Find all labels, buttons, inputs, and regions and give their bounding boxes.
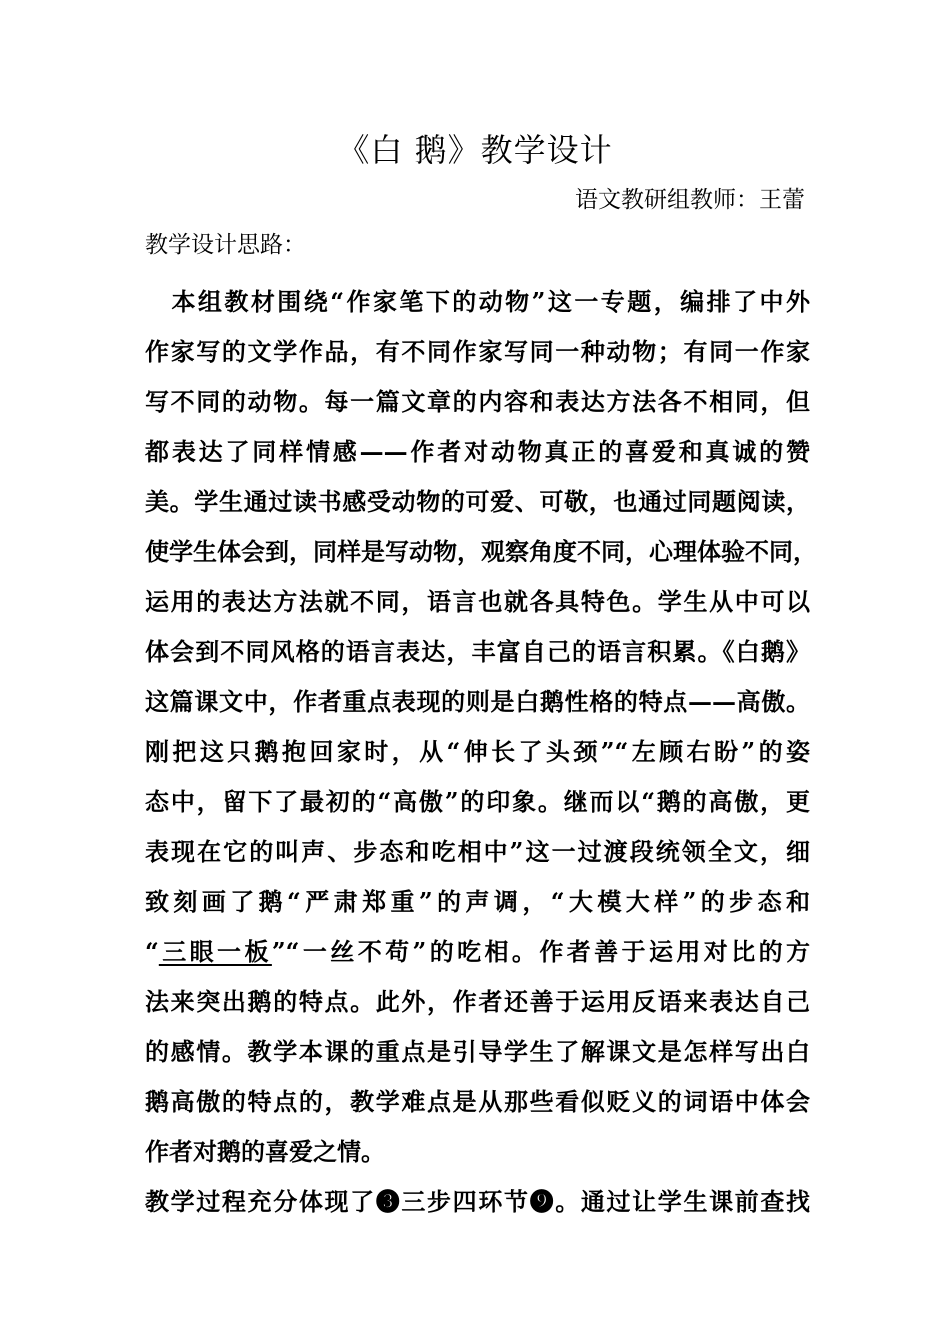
underlined-phrase: 三眼一板	[158, 937, 272, 966]
open-quote: “	[145, 937, 159, 966]
body-line: 法来突出鹅的特点。此外，作者还善于运用反语来表达自己	[145, 987, 810, 1016]
body-line: 都表达了同样情感——作者对动物真正的喜爱和真诚的赞	[145, 437, 810, 466]
body-line: 刚把这只鹅抱回家时，从“伸长了头颈”“左顾右盼”的姿	[145, 737, 810, 766]
body-line: 致刻画了鹅“严肃郑重”的声调，“大模大样”的步态和	[145, 887, 810, 916]
body-line: 态中，留下了最初的“高傲”的印象。继而以“鹅的高傲，更	[145, 787, 810, 816]
section-heading: 教学设计思路：	[145, 232, 306, 258]
line-rest: ”“一丝不苟”的吃相。作者善于运用对比的方	[271, 937, 811, 966]
body-line-underlined	[145, 936, 810, 968]
body-line: 本组教材围绕“作家笔下的动物”这一专题，编排了中外	[145, 287, 810, 316]
body-line: 体会到不同风格的语言表达，丰富自己的语言积累。《白鹅》	[145, 637, 810, 666]
body-line: 运用的表达方法就不同，语言也就各具特色。学生从中可以	[145, 587, 810, 616]
document-title: 《白 鹅》教学设计	[337, 131, 613, 169]
body-line: 这篇课文中，作者重点表现的则是白鹅性格的特点——高傲。	[145, 687, 810, 716]
body-line: 使学生体会到，同样是写动物，观察角度不同，心理体验不同，	[145, 537, 817, 566]
body-line: 写不同的动物。每一篇文章的内容和表达方法各不相同，但	[145, 387, 810, 416]
body-line: 的感情。教学本课的重点是引导学生了解课文是怎样写出白	[145, 1037, 810, 1066]
body-line: 作者对鹅的喜爱之情。	[145, 1137, 385, 1166]
body-line: 鹅高傲的特点的，教学难点是从那些看似贬义的词语中体会	[145, 1087, 810, 1116]
body-line: 表现在它的叫声、步态和吃相中”这一过渡段统领全文，细	[145, 837, 810, 866]
author-line: 语文教研组教师：王蕾	[575, 187, 805, 213]
body-line: 作家写的文学作品，有不同作家写同一种动物；有同一作家	[145, 337, 810, 366]
body-line: 美。学生通过读书感受动物的可爱、可敬，也通过同题阅读，	[145, 487, 810, 516]
body-line: 教学过程充分体现了❸三步四环节❾。通过让学生课前查找	[145, 1187, 810, 1216]
